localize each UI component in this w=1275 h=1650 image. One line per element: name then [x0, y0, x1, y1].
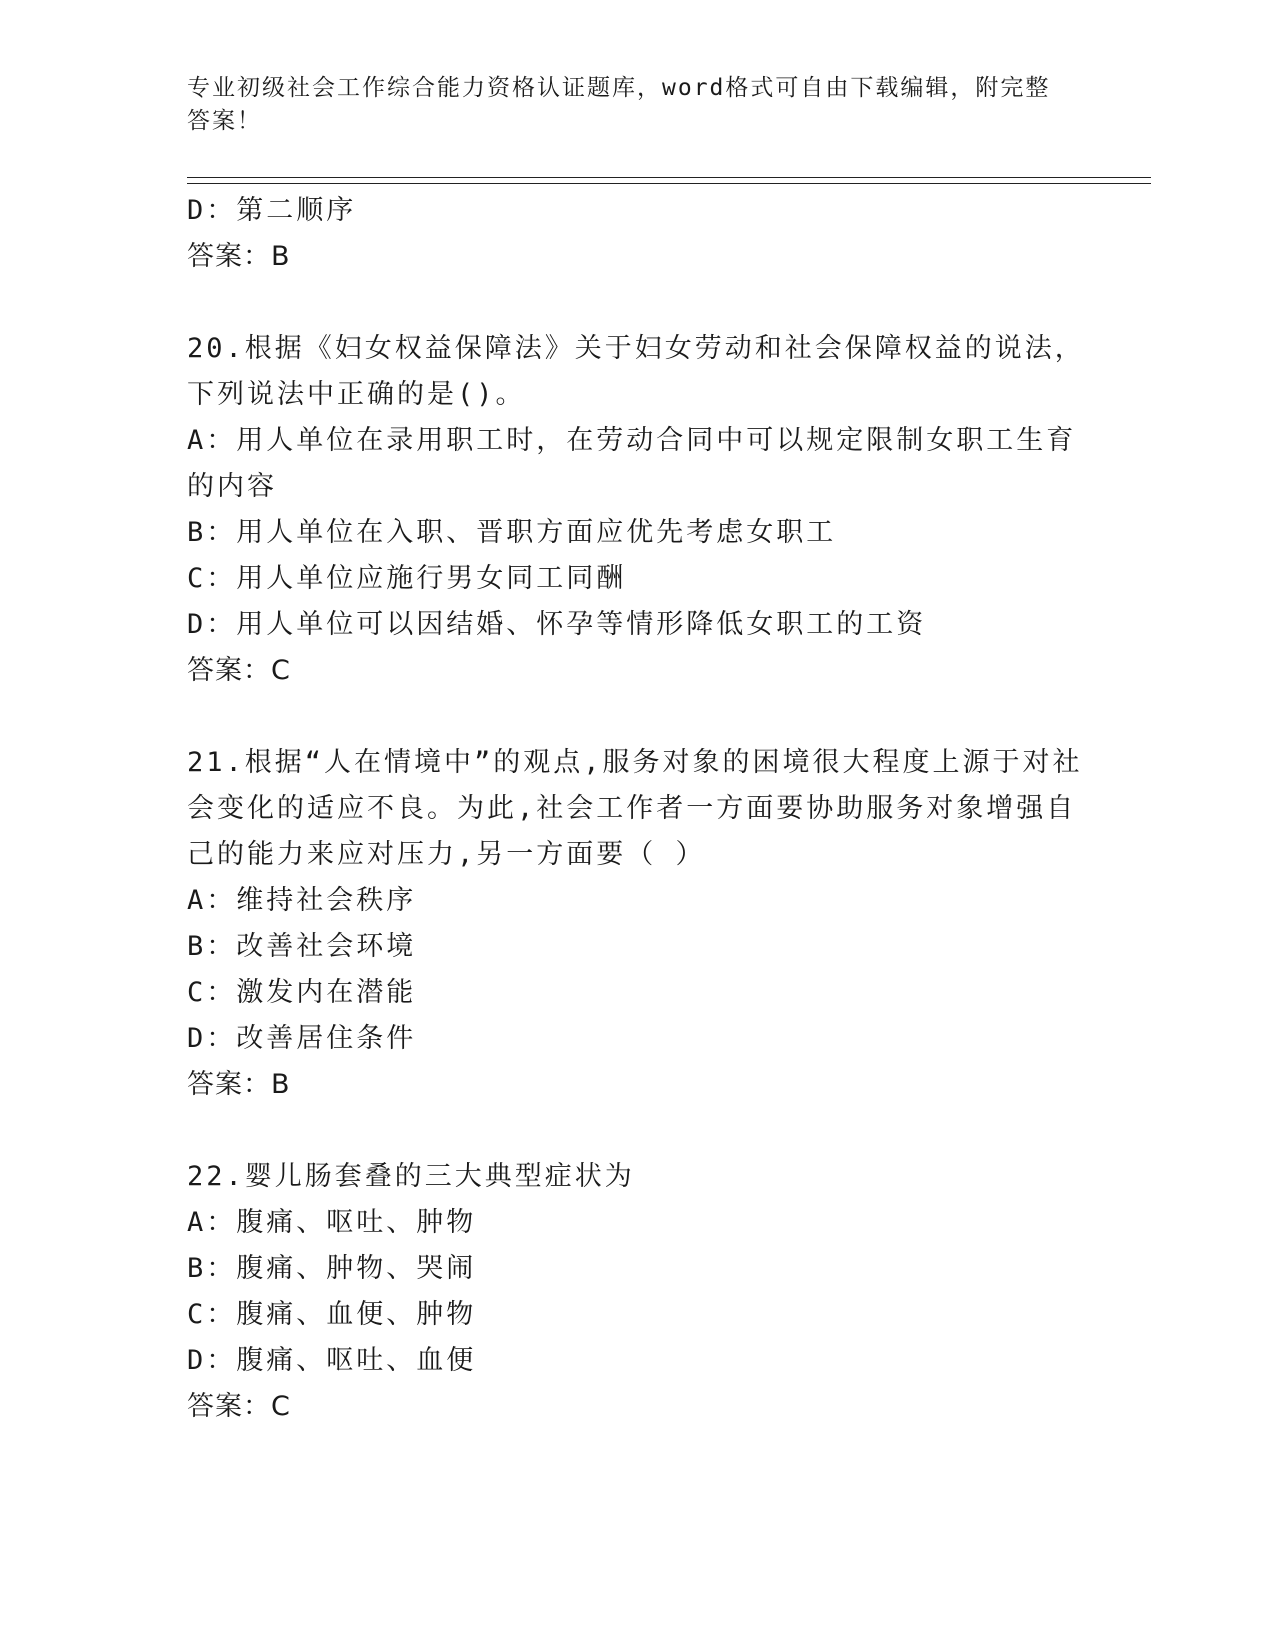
- question-stem: 21.根据“人在情境中”的观点,服务对象的困境很大程度上源于对社会变化的适应不良。为此,社会工作者一方面要协助服务对象增强自己的能力来应对压力,另一方面要（ ）: [187, 747, 1083, 870]
- answer-line: 答案：C: [187, 1391, 291, 1422]
- option-c: C：激发内在潜能: [187, 977, 417, 1008]
- spacer: [187, 1108, 1087, 1154]
- question-stem: 22.婴儿肠套叠的三大典型症状为: [187, 1161, 635, 1192]
- question-22: [187, 1154, 1087, 1430]
- question-20: [187, 326, 1087, 694]
- option-d: D：用人单位可以因结婚、怀孕等情形降低女职工的工资: [187, 609, 927, 640]
- option-a: A：维持社会秩序: [187, 885, 417, 916]
- question-stem: 20.根据《妇女权益保障法》关于妇女劳动和社会保障权益的说法，下列说法中正确的是()。: [187, 333, 1085, 410]
- question-body: [187, 188, 1087, 1430]
- header-divider-top: [187, 177, 1151, 178]
- page-header: 专业初级社会工作综合能力资格认证题库，word格式可自由下载编辑，附完整答案！: [187, 75, 1051, 134]
- question-21: [187, 740, 1087, 1108]
- option-d: D：改善居住条件: [187, 1023, 417, 1054]
- answer-line: 答案：B: [187, 241, 291, 272]
- option-d: D：腹痛、呕吐、血便: [187, 1345, 477, 1376]
- header-divider-bottom: [187, 183, 1151, 184]
- option-c: C：腹痛、血便、肿物: [187, 1299, 477, 1330]
- option-c: C：用人单位应施行男女同工同酬: [187, 563, 627, 594]
- option-b: B：用人单位在入职、晋职方面应优先考虑女职工: [187, 517, 837, 548]
- option-a: A：用人单位在录用职工时，在劳动合同中可以规定限制女职工生育的内容: [187, 425, 1077, 502]
- option-a: A：腹痛、呕吐、肿物: [187, 1207, 477, 1238]
- option-d: D：第二顺序: [187, 195, 357, 226]
- spacer: [187, 280, 1087, 326]
- spacer: [187, 694, 1087, 740]
- option-b: B：改善社会环境: [187, 931, 417, 962]
- answer-line: 答案：B: [187, 1069, 291, 1100]
- answer-line: 答案：C: [187, 655, 291, 686]
- option-b: B：腹痛、肿物、哭闹: [187, 1253, 477, 1284]
